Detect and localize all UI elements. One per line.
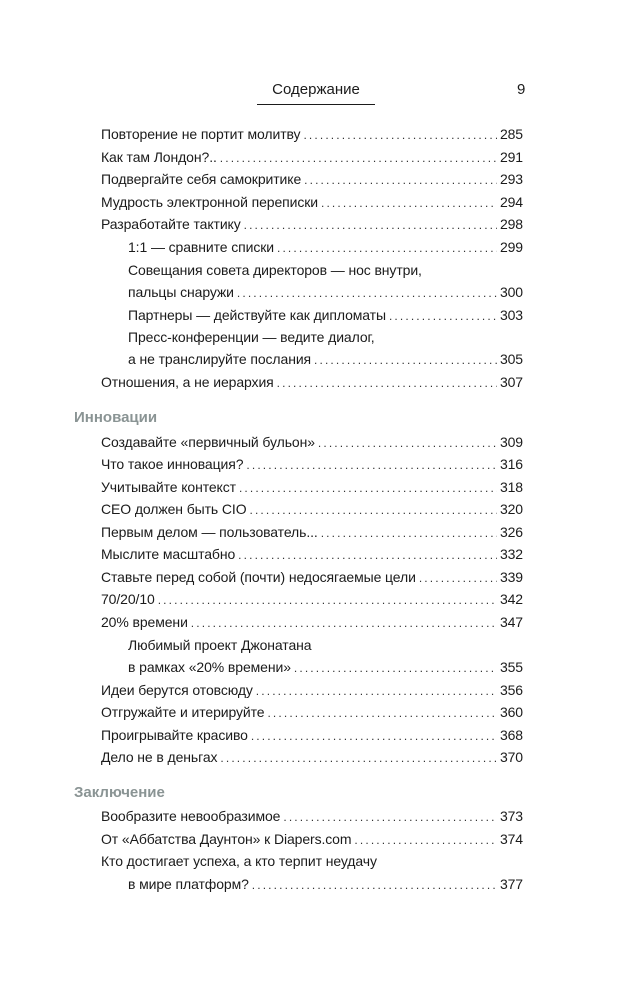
toc-entry-title: Мудрость электронной переписки <box>101 194 318 210</box>
toc-subentry-first-line: Любимый проект Джонатана <box>128 637 312 653</box>
dot-leader <box>238 545 497 564</box>
dot-leader <box>220 148 497 167</box>
toc-subentry <box>128 306 523 325</box>
toc-entry-page: 299 <box>499 239 523 255</box>
dot-leader <box>389 306 497 325</box>
toc-entry-page: 377 <box>499 876 523 892</box>
dot-leader <box>246 455 497 474</box>
section-heading-innovations: Инновации <box>74 409 158 426</box>
toc-entry-page: 294 <box>499 194 523 210</box>
toc-entry-title: Дело не в деньгах <box>101 749 218 765</box>
toc-entry <box>101 613 523 632</box>
toc-entry-title: в мире платформ? <box>128 876 249 892</box>
dot-leader <box>239 478 497 497</box>
dot-leader <box>237 283 497 302</box>
dot-leader <box>277 238 497 257</box>
toc-entry <box>101 703 523 722</box>
toc-entry <box>101 748 523 767</box>
toc-entry <box>101 807 523 826</box>
toc-entry-title: Ставьте перед собой (почти) недосягаемые цели <box>101 569 416 585</box>
toc-entry <box>128 875 523 894</box>
toc-entry <box>101 193 523 212</box>
dot-leader <box>318 433 497 452</box>
toc-entry-title: Как там Лондон?.. <box>101 149 217 165</box>
toc-entry <box>101 830 523 849</box>
section-heading-conclusion: Заключение <box>74 784 165 801</box>
toc-entry-page: 285 <box>499 126 523 142</box>
toc-entry-page: 374 <box>499 831 523 847</box>
toc-entry-page: 316 <box>499 456 523 472</box>
toc-entry <box>101 170 523 189</box>
toc-entry <box>101 478 523 497</box>
toc-entry-page: 332 <box>499 546 523 562</box>
toc-entry-title: Проигрывайте красиво <box>101 727 248 743</box>
toc-entry-title: 20% времени <box>101 614 188 630</box>
toc-entry-title: Что такое инновация? <box>101 456 244 472</box>
toc-entry-title: а не транслируйте послания <box>128 351 312 367</box>
toc-entry <box>101 215 523 234</box>
dot-leader <box>191 613 497 632</box>
toc-entry-first-line: Кто достигает успеха, а кто терпит неудачу <box>101 853 377 869</box>
toc-entry-page: 355 <box>499 659 523 675</box>
dot-leader <box>354 830 497 849</box>
toc-subentry <box>128 283 523 302</box>
dot-leader <box>252 875 497 894</box>
toc-entry-title: Отгружайте и итерируйте <box>101 704 265 720</box>
toc-entry-title: Партнеры — действуйте как дипломаты <box>128 307 386 323</box>
toc-entry <box>101 523 523 542</box>
dot-leader <box>267 703 496 722</box>
toc-entry-title: Создавайте «первичный бульон» <box>101 434 315 450</box>
toc-entry-page: 309 <box>499 434 523 450</box>
toc-entry-title: Первым делом — пользователь... <box>101 524 318 540</box>
toc-subentry <box>128 658 523 677</box>
dot-leader <box>314 350 497 369</box>
dot-leader <box>277 373 497 392</box>
toc-entry-page: 293 <box>499 171 523 187</box>
toc-entry-page: 342 <box>499 591 523 607</box>
toc-entry-page: 303 <box>499 307 523 323</box>
toc-entry-page: 339 <box>499 569 523 585</box>
toc-subentry <box>128 238 523 257</box>
toc-subentry <box>128 350 523 369</box>
dot-leader <box>303 125 496 144</box>
toc-entry-page: 318 <box>499 479 523 495</box>
toc-entry <box>101 433 523 452</box>
toc-entry <box>101 373 523 392</box>
toc-entry-title: Мыслите масштабно <box>101 546 236 562</box>
page-number: 9 <box>517 81 526 98</box>
toc-entry <box>101 568 523 587</box>
toc-entry-page: 370 <box>499 749 523 765</box>
toc-entry-page: 291 <box>499 149 523 165</box>
toc-entry-page: 305 <box>499 351 523 367</box>
toc-entry <box>101 125 523 144</box>
toc-entry <box>101 500 523 519</box>
dot-leader <box>158 590 497 609</box>
dot-leader <box>249 500 496 519</box>
toc-entry-page: 373 <box>499 808 523 824</box>
toc-entry-page: 347 <box>499 614 523 630</box>
dot-leader <box>294 658 497 677</box>
toc-entry-title: От «Аббатства Даунтон» к Diapers.com <box>101 831 352 847</box>
toc-entry-page: 320 <box>499 501 523 517</box>
toc-entry <box>101 148 523 167</box>
toc-entry-title: Повторение не портит молитву <box>101 126 301 142</box>
toc-entry <box>101 455 523 474</box>
dot-leader <box>220 748 497 767</box>
dot-leader <box>251 726 497 745</box>
dot-leader <box>244 215 497 234</box>
dot-leader <box>283 807 497 826</box>
toc-entry-title: Подвергайте себя самокритике <box>101 171 302 187</box>
toc-entry-page: 356 <box>499 682 523 698</box>
toc-entry-page: 300 <box>499 284 523 300</box>
toc-entry-page: 298 <box>499 216 523 232</box>
toc-entry-title: в рамках «20% времени» <box>128 659 291 675</box>
toc-entry <box>101 681 523 700</box>
toc-entry <box>101 590 523 609</box>
toc-entry-page: 368 <box>499 727 523 743</box>
dot-leader <box>419 568 497 587</box>
toc-entry-title: Разработайте тактику <box>101 216 241 232</box>
dot-leader <box>256 681 497 700</box>
toc-entry-page: 326 <box>499 524 523 540</box>
toc-subentry-first-line: Пресс-конференции — ведите диалог, <box>128 329 375 345</box>
toc-entry-title: Идеи берутся отовсюду <box>101 682 253 698</box>
dot-leader <box>321 193 497 212</box>
dot-leader <box>304 170 497 189</box>
toc-entry <box>101 726 523 745</box>
toc-entry-title: CEO должен быть CIO <box>101 501 247 517</box>
dot-leader <box>321 523 497 542</box>
header-underline <box>257 104 375 105</box>
toc-subentry-first-line: Совещания совета директоров — нос внутри, <box>128 262 422 278</box>
toc-entry-title: 70/20/10 <box>101 591 155 607</box>
toc-entry-page: 307 <box>499 374 523 390</box>
toc-entry-title: 1:1 — сравните списки <box>128 239 274 255</box>
toc-entry-title: Вообразите невообразимое <box>101 808 281 824</box>
toc-entry-title: Учитывайте контекст <box>101 479 236 495</box>
toc-entry <box>101 545 523 564</box>
toc-entry-title: пальцы снаружи <box>128 284 234 300</box>
running-header-title: Содержание <box>272 81 360 98</box>
toc-entry-page: 360 <box>499 704 523 720</box>
toc-entry-title: Отношения, а не иерархия <box>101 374 274 390</box>
